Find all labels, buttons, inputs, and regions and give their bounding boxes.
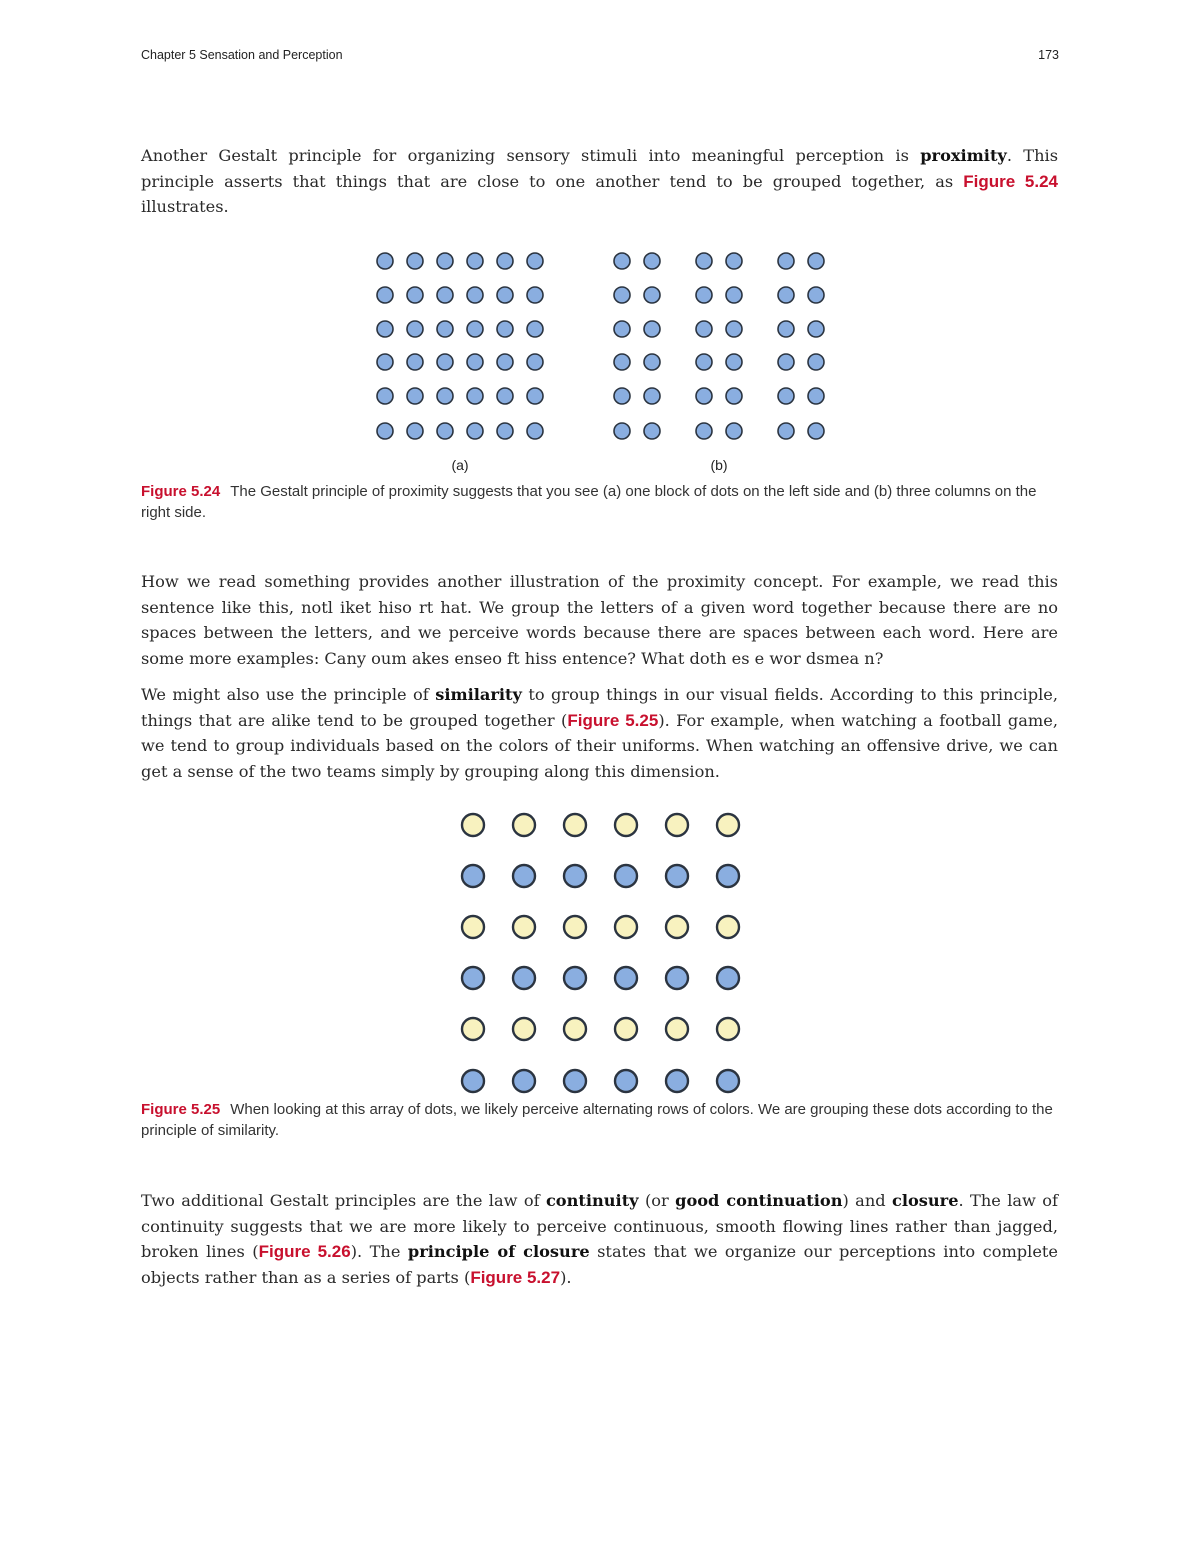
proximity-dot-b bbox=[614, 287, 630, 303]
proximity-dot-b bbox=[696, 388, 712, 404]
term-good-continuation: good continuation bbox=[675, 1191, 843, 1210]
proximity-dot-b bbox=[614, 423, 630, 439]
similarity-dot-blue bbox=[462, 1070, 484, 1092]
proximity-dot-b bbox=[696, 354, 712, 370]
proximity-dot-a bbox=[527, 321, 543, 337]
proximity-dot-b bbox=[808, 321, 824, 337]
caption-label: Figure 5.24 bbox=[141, 483, 221, 500]
proximity-dot-b bbox=[808, 253, 824, 269]
paragraph-continuity-closure bbox=[141, 1188, 1058, 1290]
proximity-dot-a bbox=[407, 388, 423, 404]
proximity-dot-b bbox=[696, 321, 712, 337]
proximity-dot-b bbox=[726, 253, 742, 269]
proximity-dot-a bbox=[467, 388, 483, 404]
similarity-dot-blue bbox=[717, 1070, 739, 1092]
similarity-dot-yellow bbox=[564, 916, 586, 938]
proximity-dot-a bbox=[497, 354, 513, 370]
similarity-dot-yellow bbox=[615, 814, 637, 836]
proximity-dot-a bbox=[377, 354, 393, 370]
chapter-header: Chapter 5 Sensation and Perception bbox=[141, 48, 343, 62]
proximity-dot-a bbox=[497, 388, 513, 404]
proximity-dot-b bbox=[726, 321, 742, 337]
caption-label: Figure 5.25 bbox=[141, 1101, 221, 1118]
figure-5-25-image bbox=[450, 805, 750, 1100]
similarity-dot-blue bbox=[615, 1070, 637, 1092]
proximity-dot-a bbox=[497, 423, 513, 439]
proximity-dots-svg bbox=[360, 238, 840, 478]
similarity-dot-yellow bbox=[513, 814, 535, 836]
figure-5-24-image bbox=[360, 238, 840, 478]
proximity-dot-b bbox=[614, 253, 630, 269]
text-span: Two additional Gestalt principles are the law of bbox=[141, 1191, 546, 1210]
similarity-dot-blue bbox=[462, 967, 484, 989]
proximity-dot-b bbox=[808, 354, 824, 370]
proximity-dot-a bbox=[407, 253, 423, 269]
term-continuity: continuity bbox=[545, 1191, 639, 1210]
proximity-dot-a bbox=[527, 287, 543, 303]
text-span: ). bbox=[560, 1267, 572, 1287]
proximity-dot-b bbox=[696, 253, 712, 269]
similarity-dot-blue bbox=[666, 865, 688, 887]
figure-5-26-link[interactable]: Figure 5.26 bbox=[258, 1242, 351, 1262]
proximity-dot-a bbox=[497, 253, 513, 269]
similarity-dot-blue bbox=[513, 967, 535, 989]
text-span: (or bbox=[638, 1191, 676, 1210]
text-span: ). For example, when watching a football game, we tend to group individuals based on the colors of their uniforms. When watching an offensive drive, we can get a sense of the two teams simply by grouping along this dimension. bbox=[141, 710, 1058, 781]
figure-5-24-label-a: (a) bbox=[451, 457, 469, 473]
similarity-dot-blue bbox=[564, 865, 586, 887]
proximity-dot-b bbox=[614, 388, 630, 404]
text-span: ). The bbox=[350, 1242, 408, 1262]
proximity-dot-a bbox=[377, 388, 393, 404]
proximity-dot-a bbox=[467, 423, 483, 439]
proximity-dot-b bbox=[644, 253, 660, 269]
proximity-dot-a bbox=[467, 253, 483, 269]
proximity-dot-b bbox=[644, 287, 660, 303]
term-closure: closure bbox=[892, 1191, 959, 1210]
proximity-dot-b bbox=[614, 354, 630, 370]
similarity-dot-blue bbox=[615, 967, 637, 989]
proximity-dot-a bbox=[377, 253, 393, 269]
similarity-dot-blue bbox=[666, 1070, 688, 1092]
proximity-dot-b bbox=[696, 287, 712, 303]
proximity-dot-a bbox=[437, 253, 453, 269]
caption-text: The Gestalt principle of proximity suggests that you see (a) one block of dots on the left side and (b) three columns on the right side. bbox=[141, 483, 1037, 521]
similarity-dot-blue bbox=[513, 865, 535, 887]
text-span: to group things in our visual fields. According to this principle, things that are alike tend to be grouped together ( bbox=[141, 685, 1058, 730]
term-principle-of-closure: principle of closure bbox=[407, 1242, 590, 1262]
proximity-dot-b bbox=[778, 253, 794, 269]
paragraph-reading: How we read something provides another illustration of the proximity concept. For example, we read this sentence like this, notl iket hiso rt hat. We group the letters of a given word together because there are no spaces between the letters, and we perceive words because there are spaces between each word. Here are some more examples: Cany oum akes enseo ft hiss entence? What doth es e wor dsmea n? bbox=[141, 572, 1058, 668]
proximity-dot-b bbox=[644, 423, 660, 439]
similarity-dot-blue bbox=[513, 1070, 535, 1092]
similarity-dot-yellow bbox=[462, 814, 484, 836]
figure-5-24-label-b: (b) bbox=[710, 457, 728, 473]
proximity-dot-a bbox=[377, 287, 393, 303]
proximity-dot-b bbox=[778, 321, 794, 337]
similarity-dot-blue bbox=[666, 967, 688, 989]
proximity-dot-b bbox=[614, 321, 630, 337]
similarity-dot-blue bbox=[717, 967, 739, 989]
proximity-dot-a bbox=[377, 321, 393, 337]
paragraph-similarity bbox=[141, 682, 1058, 784]
proximity-dot-b bbox=[726, 354, 742, 370]
similarity-dot-yellow bbox=[666, 814, 688, 836]
text-span: . The law of continuity suggests that we are more likely to perceive continuous, smooth flowing lines rather than jagged, broken lines ( bbox=[141, 1191, 1058, 1262]
proximity-dot-a bbox=[467, 287, 483, 303]
proximity-dot-b bbox=[778, 354, 794, 370]
term-proximity: proximity bbox=[920, 146, 1007, 165]
similarity-dot-blue bbox=[462, 865, 484, 887]
proximity-dot-a bbox=[437, 388, 453, 404]
similarity-dot-yellow bbox=[564, 814, 586, 836]
proximity-dot-a bbox=[377, 423, 393, 439]
figure-5-25-caption bbox=[141, 1099, 1061, 1141]
paragraph-proximity bbox=[141, 143, 1058, 220]
proximity-dot-b bbox=[644, 354, 660, 370]
similarity-dot-yellow bbox=[717, 814, 739, 836]
proximity-dot-a bbox=[407, 423, 423, 439]
similarity-dot-blue bbox=[717, 865, 739, 887]
similarity-dot-yellow bbox=[666, 916, 688, 938]
proximity-dot-b bbox=[778, 423, 794, 439]
proximity-dot-b bbox=[644, 321, 660, 337]
similarity-dot-yellow bbox=[615, 1018, 637, 1040]
proximity-dot-b bbox=[726, 423, 742, 439]
similarity-dot-yellow bbox=[615, 916, 637, 938]
similarity-dot-blue bbox=[564, 1070, 586, 1092]
proximity-dot-a bbox=[437, 321, 453, 337]
caption-text: When looking at this array of dots, we likely perceive alternating rows of colors. We are grouping these dots according to the principle of similarity. bbox=[141, 1101, 1053, 1139]
proximity-dot-a bbox=[467, 321, 483, 337]
similarity-dot-yellow bbox=[513, 1018, 535, 1040]
figure-5-24-caption bbox=[141, 481, 1061, 523]
text-span: Another Gestalt principle for organizing sensory stimuli into meaningful perception is bbox=[141, 146, 921, 165]
proximity-dot-b bbox=[808, 423, 824, 439]
proximity-dot-a bbox=[527, 423, 543, 439]
similarity-dot-blue bbox=[615, 865, 637, 887]
proximity-dot-b bbox=[726, 287, 742, 303]
proximity-dot-b bbox=[644, 388, 660, 404]
text-span: We might also use the principle of bbox=[141, 685, 436, 704]
similarity-dot-yellow bbox=[513, 916, 535, 938]
proximity-dot-a bbox=[497, 321, 513, 337]
term-similarity: similarity bbox=[435, 685, 522, 704]
similarity-dot-yellow bbox=[666, 1018, 688, 1040]
text-span: illustrates. bbox=[141, 197, 229, 217]
figure-5-25-link[interactable]: Figure 5.25 bbox=[567, 710, 659, 730]
proximity-dot-b bbox=[696, 423, 712, 439]
figure-5-27-link[interactable]: Figure 5.27 bbox=[470, 1267, 561, 1287]
proximity-dot-a bbox=[497, 287, 513, 303]
similarity-dot-yellow bbox=[717, 1018, 739, 1040]
proximity-dot-a bbox=[407, 354, 423, 370]
similarity-dot-yellow bbox=[462, 1018, 484, 1040]
similarity-dot-blue bbox=[564, 967, 586, 989]
proximity-dot-b bbox=[778, 388, 794, 404]
proximity-dot-b bbox=[778, 287, 794, 303]
page-number: 173 bbox=[1038, 48, 1059, 62]
similarity-dot-yellow bbox=[717, 916, 739, 938]
text-span: ) and bbox=[842, 1191, 892, 1210]
proximity-dot-b bbox=[726, 388, 742, 404]
proximity-dot-a bbox=[437, 287, 453, 303]
proximity-dot-a bbox=[437, 423, 453, 439]
figure-5-24-link[interactable]: Figure 5.24 bbox=[963, 171, 1058, 191]
proximity-dot-a bbox=[407, 321, 423, 337]
proximity-dot-a bbox=[527, 388, 543, 404]
text-span: states that we organize our perceptions into complete objects rather than as a series of parts ( bbox=[141, 1242, 1058, 1287]
proximity-dot-b bbox=[808, 388, 824, 404]
proximity-dot-a bbox=[527, 354, 543, 370]
proximity-dot-a bbox=[437, 354, 453, 370]
similarity-dot-yellow bbox=[564, 1018, 586, 1040]
text-span: . This principle asserts that things that are close to one another tend to be grouped together, as bbox=[141, 146, 1058, 191]
proximity-dot-a bbox=[467, 354, 483, 370]
proximity-dot-a bbox=[527, 253, 543, 269]
proximity-dot-b bbox=[808, 287, 824, 303]
proximity-dot-a bbox=[407, 287, 423, 303]
similarity-dot-yellow bbox=[462, 916, 484, 938]
similarity-dots-svg bbox=[450, 805, 750, 1100]
